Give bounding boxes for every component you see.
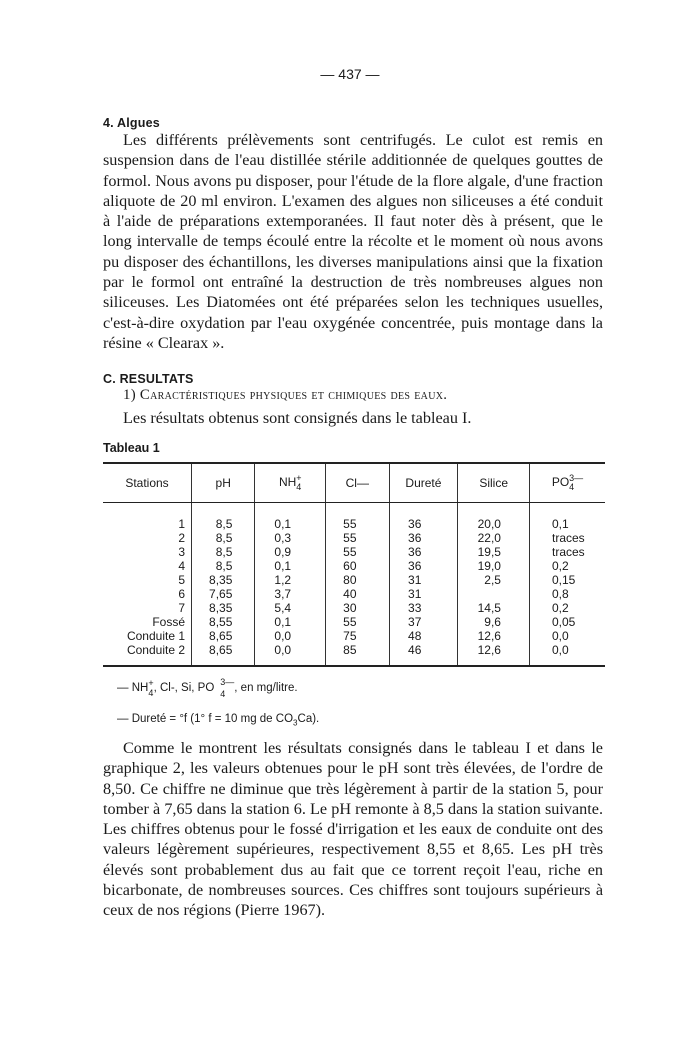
table-cell: traces: [529, 531, 605, 545]
table-row: [103, 545, 605, 559]
table-cell: 3: [178, 545, 185, 559]
table-cell: 12,6: [458, 643, 530, 666]
table-cell: 0,1: [529, 503, 605, 532]
table-cell: 0,0: [529, 629, 605, 643]
table-cell: 55: [326, 531, 389, 545]
table-cell: 8,5: [192, 545, 255, 559]
table-cell: Fossé: [152, 615, 185, 629]
results-intro: Les résultats obtenus sont consignés dans le tableau I.: [123, 409, 472, 427]
table-row: [103, 573, 605, 587]
table-cell: 60: [326, 559, 389, 573]
table-cell: 36: [389, 531, 458, 545]
table-cell: 8,35: [192, 601, 255, 615]
table-cell: Conduite 1: [126, 629, 185, 643]
table-cell: 46: [389, 643, 458, 666]
table-cell: 0,3: [255, 531, 326, 545]
header-silice: Silice: [458, 463, 530, 503]
table-row: [103, 559, 605, 573]
table-cell: 55: [326, 545, 389, 559]
table-cell: 36: [389, 559, 458, 573]
header-stations: Stations: [103, 463, 192, 503]
table-cell: 2,5: [458, 573, 530, 587]
results-subheading: 1) Caractéristiques physiques et chimiques des eaux.: [123, 387, 448, 403]
table-cell: 55: [326, 615, 389, 629]
table-cell: 7,65: [192, 587, 255, 601]
table-cell: 0,0: [255, 643, 326, 666]
table-cell: 0,2: [529, 559, 605, 573]
table-cell: 0,8: [529, 587, 605, 601]
table-cell: 0,1: [255, 615, 326, 629]
table-cell: 6: [178, 587, 185, 601]
table-cell: 5,4: [255, 601, 326, 615]
header-po4: PO3— 4: [529, 463, 605, 503]
table-cell: 85: [326, 643, 389, 666]
table-cell: 33: [389, 601, 458, 615]
table-cell: 0,15: [529, 573, 605, 587]
table-cell: 14,5: [458, 601, 530, 615]
table-cell: 20,0: [458, 503, 530, 532]
table-cell: 80: [326, 573, 389, 587]
table-cell: 8,55: [192, 615, 255, 629]
table-cell: 36: [389, 503, 458, 532]
table-row: [103, 629, 605, 643]
table-cell: 0,9: [255, 545, 326, 559]
table-cell: 5: [178, 573, 185, 587]
header-cl: Cl—: [326, 463, 389, 503]
table-row: [103, 615, 605, 629]
table-cell: 8,35: [192, 573, 255, 587]
table-cell: 0,2: [529, 601, 605, 615]
table-cell: 8,5: [192, 503, 255, 532]
table-row: [103, 643, 605, 666]
table-cell: 8,5: [192, 531, 255, 545]
conclusion-paragraph: [103, 738, 603, 921]
table-cell: 12,6: [458, 629, 530, 643]
table-cell: 55: [326, 503, 389, 532]
table-cell: 30: [326, 601, 389, 615]
table-cell: 2: [178, 531, 185, 545]
table-row: [103, 503, 605, 532]
conclusion-text: Comme le montrent les résultats consignés dans le tableau I et dans le graphique 2, les valeurs obtenues pour le pH sont très élevées, de l'ordre de 8,50. Ce chiffre ne diminue que très légèrement à partir de la station 5, pour tomber à 7,65 dans la station 6. Le pH remonte à 8,5 dans la station suivante. Les chiffres obtenus pour le fossé d'irrigation et les eaux de conduite ont des valeurs légèrement supérieures, respectivement 8,55 et 8,65. Les pH très élevés sont probablement dus au fait que ce torrent reçoit l'eau, riche en bicarbonate, de nombreuses sources. Ces chiffres sont toujours supérieurs à ceux de nos régions (Pierre 1967).: [103, 739, 603, 920]
table-cell: 1,2: [255, 573, 326, 587]
header-nh4: NH+ 4: [255, 463, 326, 503]
note-units: — NH+ 4, Cl-, Si, PO3— 4 , en mg/litre.: [117, 677, 298, 699]
table-cell: 0,05: [529, 615, 605, 629]
table-cell: 19,0: [458, 559, 530, 573]
note-durete: — Dureté = °f (1° f = 10 mg de $CO_3Ca$).: [117, 713, 320, 728]
table-title: Tableau 1: [103, 441, 160, 455]
table-cell: 8,65: [192, 629, 255, 643]
table-cell: 0,0: [529, 643, 605, 666]
table-cell: 22,0: [458, 531, 530, 545]
table-cell: 31: [389, 587, 458, 601]
table-cell: 7: [178, 601, 185, 615]
table-cell: 0,1: [255, 503, 326, 532]
table-cell: 4: [178, 559, 185, 573]
algues-paragraph: [103, 130, 603, 353]
table-row: [103, 587, 605, 601]
table-header-row: [103, 463, 605, 503]
table-cell: 9,6: [458, 615, 530, 629]
table-cell: 48: [389, 629, 458, 643]
table-cell: 31: [389, 573, 458, 587]
table-cell: 0,1: [255, 559, 326, 573]
table-cell: 8,65: [192, 643, 255, 666]
table-cell: 1: [178, 517, 185, 531]
table-cell: [458, 587, 530, 601]
section-heading-algues: 4. Algues: [103, 116, 160, 130]
table-cell: 37: [389, 615, 458, 629]
section-heading-resultats: C. RESULTATS: [103, 372, 194, 386]
table-cell: 75: [326, 629, 389, 643]
table-cell: 19,5: [458, 545, 530, 559]
table-cell: traces: [529, 545, 605, 559]
header-durete: Dureté: [389, 463, 458, 503]
page-number: — 437 —: [320, 66, 380, 82]
table-cell: 3,7: [255, 587, 326, 601]
table-row: [103, 601, 605, 615]
table-cell: 0,0: [255, 629, 326, 643]
table-cell: 40: [326, 587, 389, 601]
table-cell: 36: [389, 545, 458, 559]
table-row: [103, 531, 605, 545]
algues-text: Les différents prélèvements sont centrifugés. Le culot est remis en suspension dans de l'eau distillée stérile additionnée de quelques gouttes de formol. Nous avons pu disposer, pour l'étude de la flore algale, d'une fraction aliquote de 20 ml environ. L'examen des algues non siliceuses a été conduit à l'aide de préparations extemporanées. Il faut noter dès à présent, que le long intervalle de temps écoulé entre la récolte et le moment où nous avons pu disposer des échantillons, les diverses manipulations ainsi que la fixation par le formol ont entraîné la destruction de très nombreuses algues non siliceuses. Les Diatomées ont été préparées selon les techniques usuelles, c'est-à-dire oxydation par l'eau oxygénée concentrée, puis montage dans la résine « Clearax ».: [103, 131, 603, 352]
table-body: [103, 503, 605, 667]
table-cell: 8,5: [192, 559, 255, 573]
table-cell: Conduite 2: [103, 643, 192, 666]
results-table: [103, 462, 605, 667]
header-ph: pH: [192, 463, 255, 503]
